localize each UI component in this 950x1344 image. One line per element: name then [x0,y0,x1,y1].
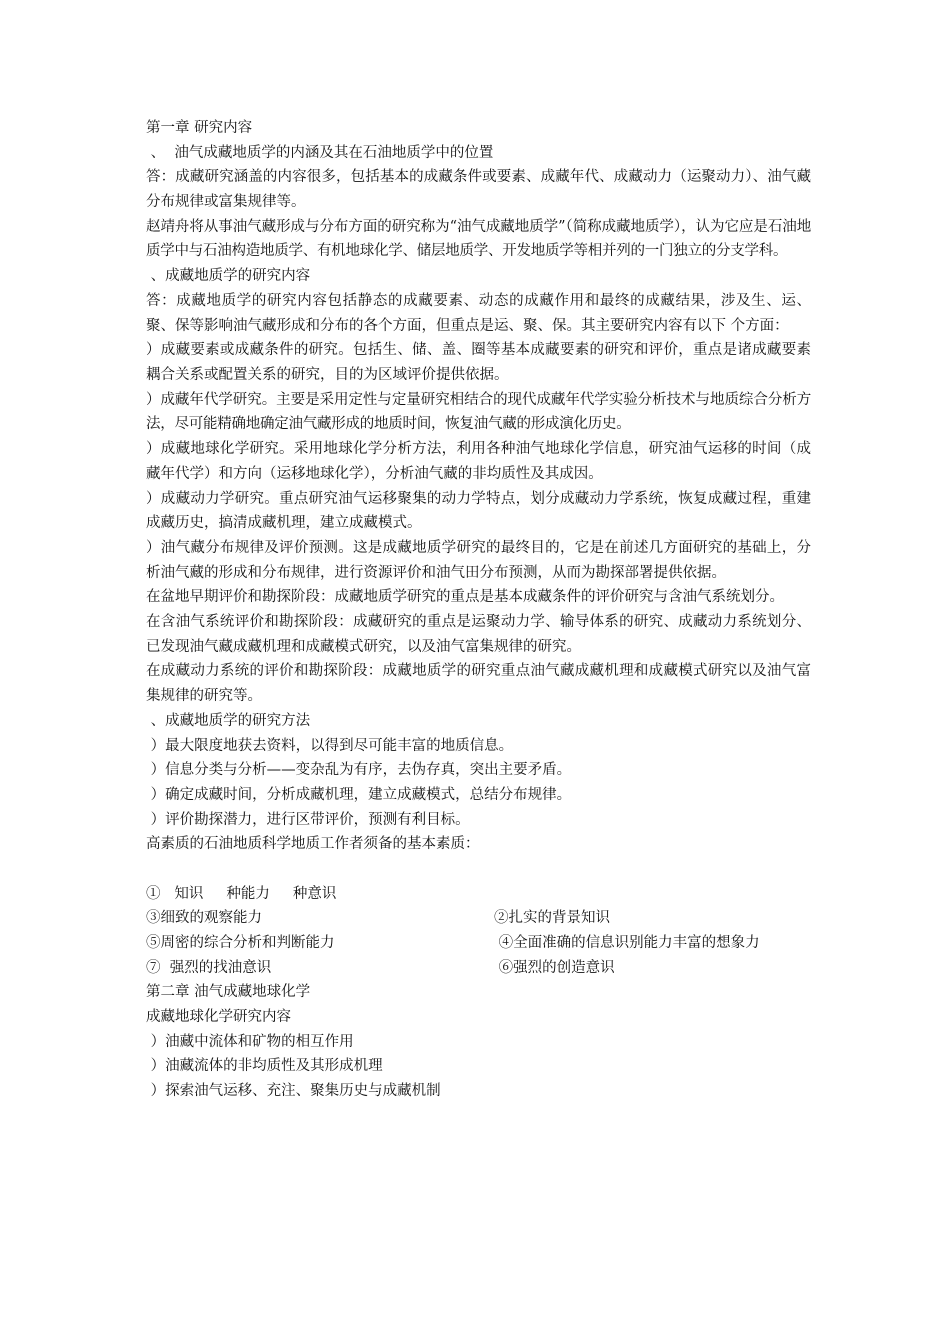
section1-answer: 答：成藏研究涵盖的内容很多，包括基本的成藏条件或要素、成藏年代、成藏动力（运聚动力）、油气藏分布规律或富集规律等。 [146,169,811,211]
document-page [146,116,811,1104]
qualities-heading: 高素质的石油地质科学地质工作者须备的基本素质： [146,836,480,853]
section3-heading: 、成藏地质学的研究方法 [146,712,311,729]
section2-stage: 在含油气系统评价和勘探阶段：成藏研究的重点是运聚动力学、输导体系的研究、成藏动力系统划分、已发现油气藏成藏机理和成藏模式研究，以及油气富集规律的研究。 [146,614,811,655]
chapter2-item: ）油藏中流体和矿物的相互作用 [146,1033,354,1050]
section3-item: ）信息分类与分析——变杂乱为有序，去伪存真，突出主要矛盾。 [146,762,572,779]
section2-heading: 、成藏地质学的研究内容 [146,268,311,285]
section3-item: ）评价勘探潜力，进行区带评价，预测有利目标。 [146,811,470,828]
section1-paragraph: 赵靖舟将从事油气藏形成与分布方面的研究称为“油气成藏地质学”（简称成藏地质学），认为它应是石油地质学中与石油构造地质学、有机地球化学、储层地质学、开发地质学等相并列的一门独立的分支学科。 [146,218,811,260]
section1-heading: 、 油气成藏地质学的内涵及其在石油地质学中的位置 [146,144,494,161]
chapter2-item: ）油藏流体的非均质性及其形成机理 [146,1058,383,1075]
chapter2-item: ）探索油气运移、充注、聚集历史与成藏机制 [146,1083,441,1100]
section2-stage: 在成藏动力系统的评价和勘探阶段：成藏地质学的研究重点油气藏成藏机理和成藏模式研究以及油气富集规律的研究等。 [146,663,811,705]
quality-item: ③细致的观察能力 [146,910,262,927]
quality-item: ⑦ 强烈的找油意识 [146,959,272,976]
chapter2-subheading: 成藏地球化学研究内容 [146,1009,291,1026]
quality-item: ① 知识 种能力 种意识 [146,885,337,902]
section2-answer: 答：成藏地质学的研究内容包括静态的成藏要素、动态的成藏作用和最终的成藏结果，涉及生、运、聚、保等影响油气藏形成和分布的各个方面，但重点是运、聚、保。其主要研究内容有以下 个方面： [146,292,811,334]
quality-item: ⑥强烈的创造意识 [494,959,615,976]
quality-item: ④全面准确的信息识别能力丰富的想象力 [494,935,760,952]
quality-item: ②扎实的背景知识 [494,910,610,927]
section2-item: ）成藏要素或成藏条件的研究。包括生、储、盖、圈等基本成藏要素的研究和评价，重点是诸成藏要素耦合关系或配置关系的研究，目的为区域评价提供依据。 [146,342,811,383]
section2-item: ）成藏动力学研究。重点研究油气运移聚集的动力学特点，划分成藏动力学系统，恢复成藏过程，重建成藏历史，搞清成藏机理，建立成藏模式。 [146,490,811,532]
chapter1-title: 第一章 研究内容 [146,120,253,136]
section2-stage: 在盆地早期评价和勘探阶段：成藏地质学研究的重点是基本成藏条件的评价研究与含油气系统划分。 [146,589,784,606]
section3-item: ）最大限度地获去资料，以得到尽可能丰富的地质信息。 [146,737,514,754]
section2-item: ）成藏年代学研究。主要是采用定性与定量研究相结合的现代成藏年代学实验分析技术与地质综合分析方法，尽可能精确地确定油气藏形成的地质时间，恢复油气藏的形成演化历史。 [146,391,811,433]
quality-item: ⑤周密的综合分析和判断能力 [146,935,335,952]
section2-item: ）成藏地球化学研究。采用地球化学分析方法，利用各种油气地球化学信息，研究油气运移的时间（成藏年代学）和方向（运移地球化学），分析油气藏的非均质性及其成因。 [146,441,811,482]
section2-item: ）油气藏分布规律及评价预测。这是成藏地质学研究的最终目的，它是在前述几方面研究的基础上，分析油气藏的形成和分布规律，进行资源评价和油气田分布预测，从而为勘探部署提供依据。 [146,539,811,581]
section3-item: ）确定成藏时间，分析成藏机理，建立成藏模式，总结分布规律。 [146,786,572,803]
chapter2-title: 第二章 油气成藏地球化学 [146,984,311,1001]
